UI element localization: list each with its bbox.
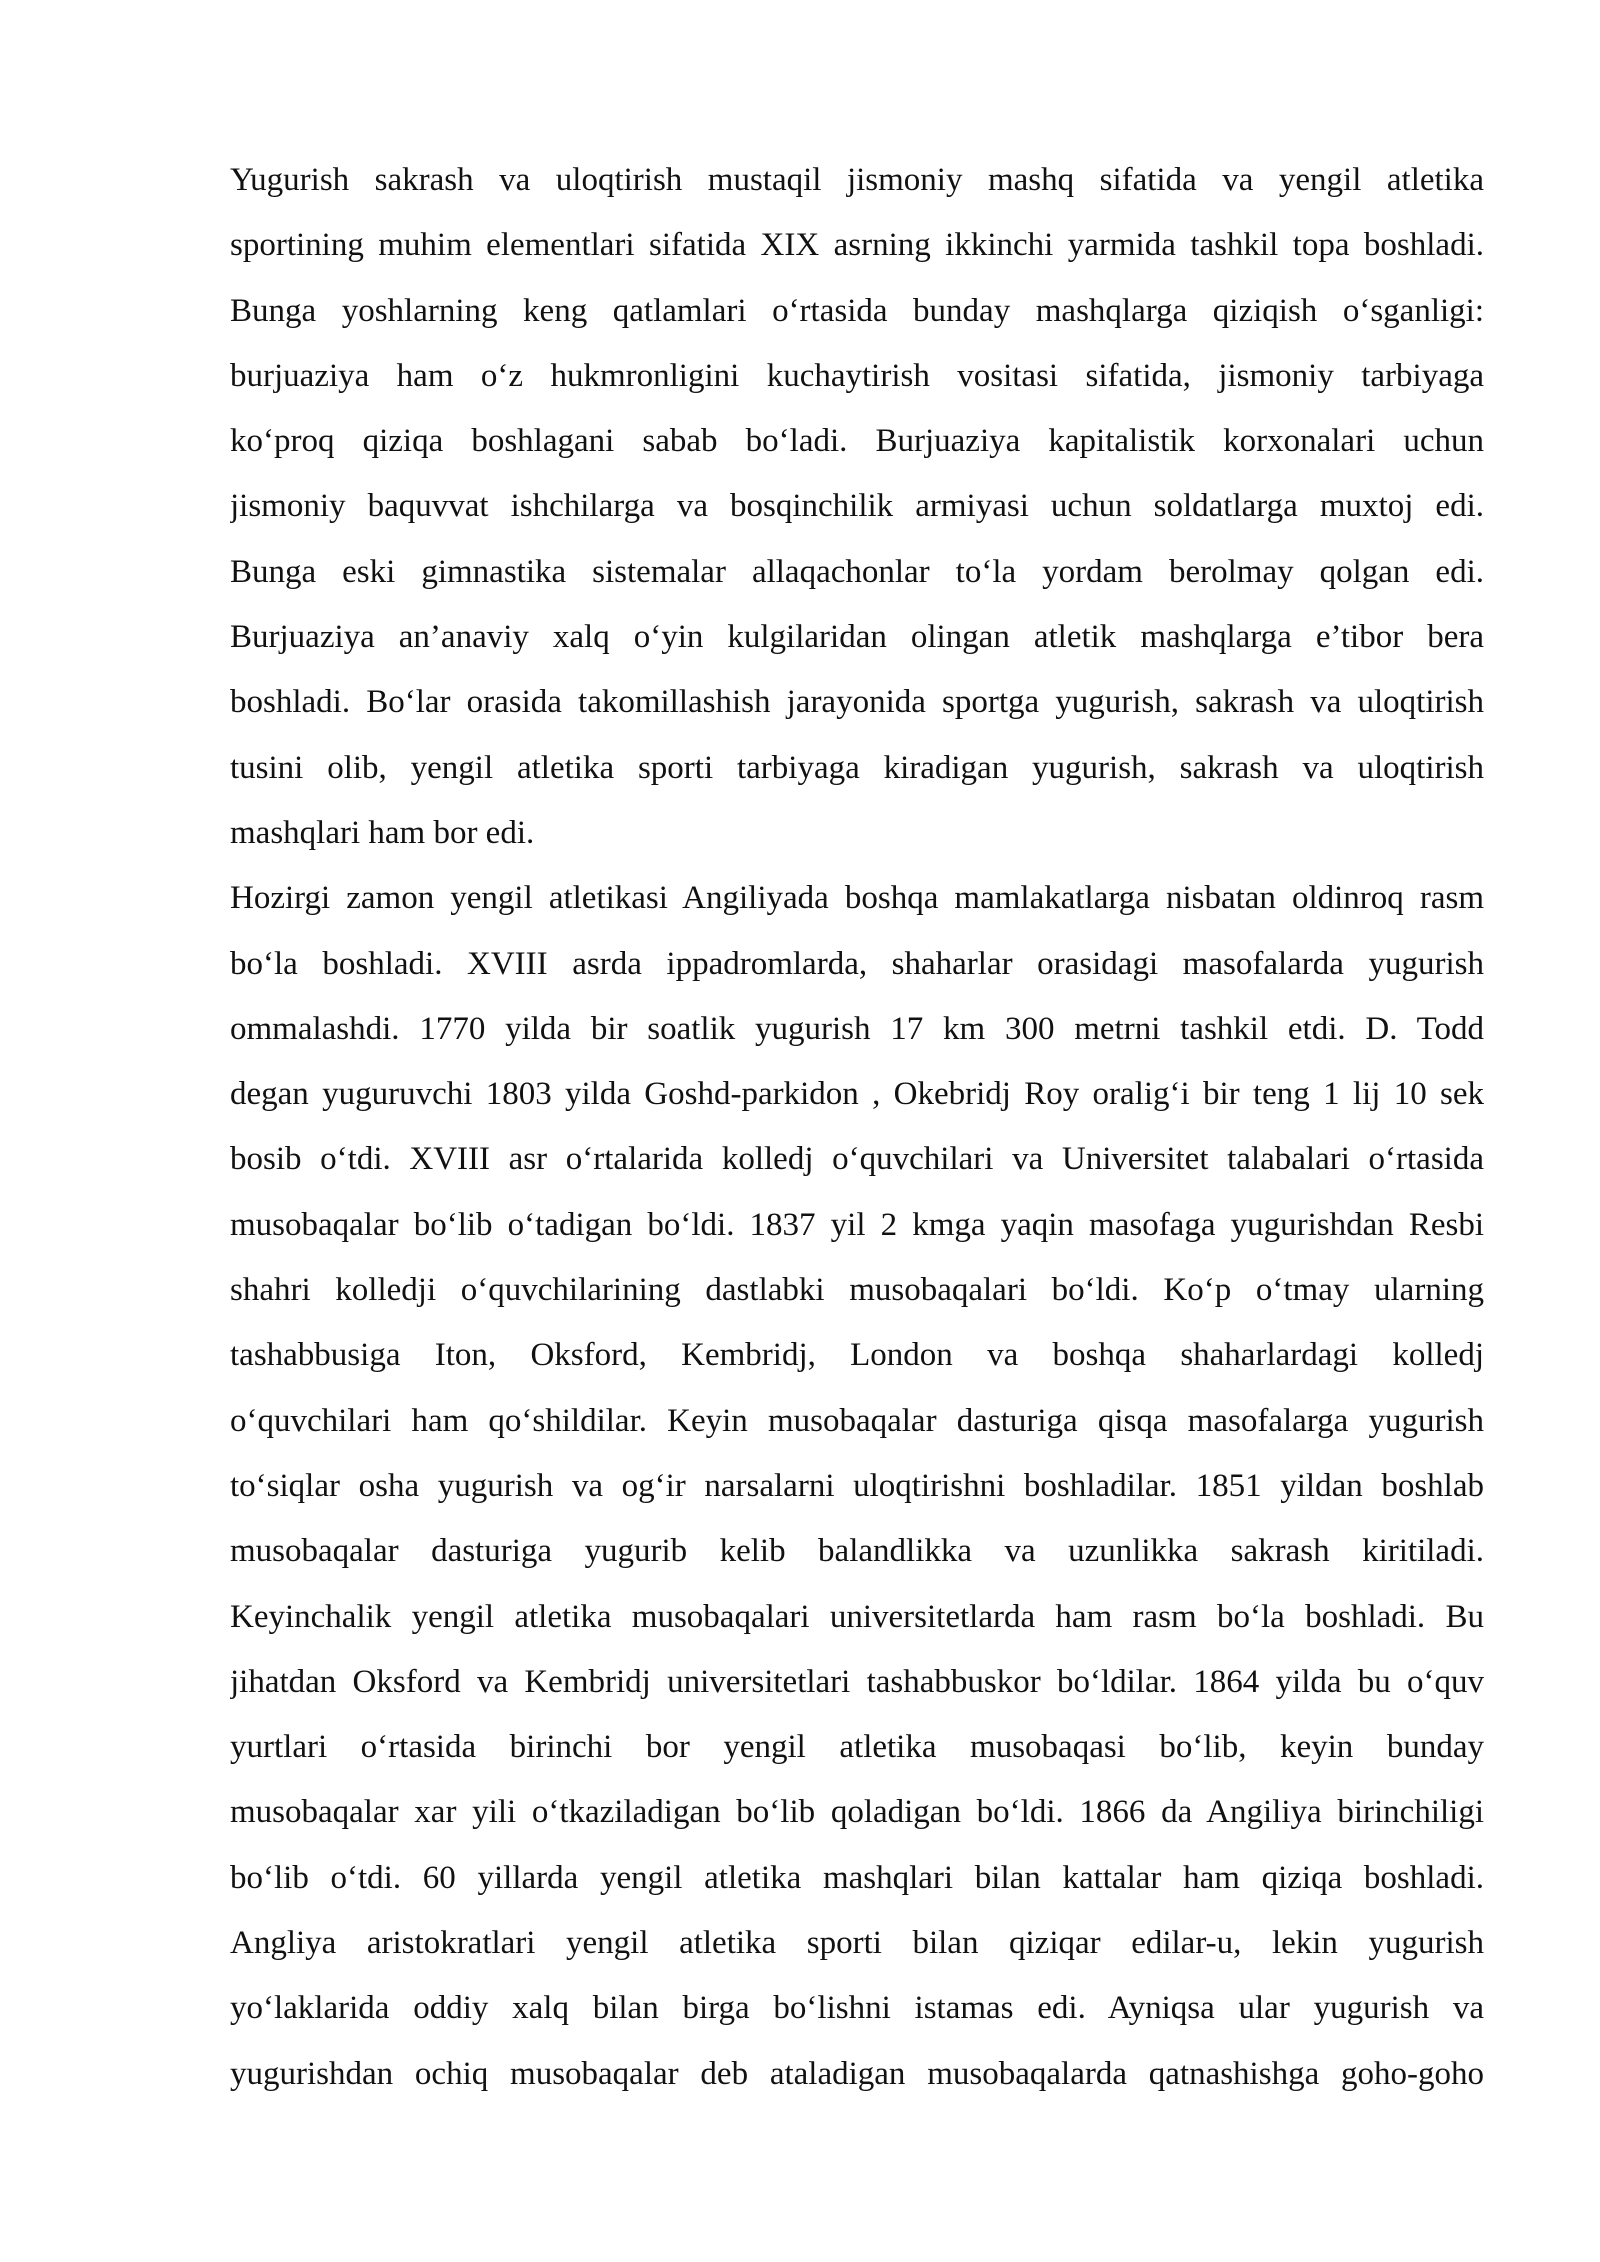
text-line: musobaqalar xar yili o‘tkaziladigan bo‘lib qoladigan bo‘ldi. 1866 da Angiliya birinchiligi (230, 1794, 1484, 1831)
text-line: Keyinchalik yengil atletika musobaqalari universitetlarda ham rasm bo‘la boshladi. Bu (230, 1598, 1484, 1635)
text-line: to‘siqlar osha yugurish va og‘ir narsalarni uloqtirishni boshladilar. 1851 yildan boshlab (230, 1467, 1484, 1504)
text-line: burjuaziya ham o‘z hukmronligini kuchaytirish vositasi sifatida, jismoniy tarbiyaga (230, 357, 1484, 394)
text-line: shahri kolledji o‘quvchilarining dastlabki musobaqalari bo‘ldi. Ko‘p o‘tmay ularning (230, 1272, 1484, 1309)
text-line: mashqlari ham bor edi. (230, 814, 535, 851)
text-line: Yugurish sakrash va uloqtirish mustaqil jismoniy mashq sifatida va yengil atletika (230, 162, 1484, 198)
paragraph-2 (230, 866, 1484, 2107)
text-line: Hozirgi zamon yengil atletikasi Angiliyada boshqa mamlakatlarga nisbatan oldinroq rasm (230, 880, 1484, 917)
text-line: sportining muhim elementlari sifatida XIX asrning ikkinchi yarmida tashkil topa boshladi. (230, 227, 1484, 264)
text-line: ommalashdi. 1770 yilda bir soatlik yugurish 17 km 300 metrni tashkil etdi. D. Todd (230, 1010, 1484, 1047)
paragraph-1 (230, 148, 1484, 866)
text-line: Burjuaziya an’anaviy xalq o‘yin kulgilaridan olingan atletik mashqlarga e’tibor bera (230, 619, 1484, 656)
text-line: yugurishdan ochiq musobaqalar deb ataladigan musobaqalarda qatnashishga goho-goho (230, 2055, 1484, 2092)
document-body (230, 148, 1484, 2107)
text-line: ko‘proq qiziqa boshlagani sabab bo‘ladi. Burjuaziya kapitalistik korxonalari uchun (230, 423, 1484, 460)
text-line: Bunga eski gimnastika sistemalar allaqachonlar to‘la yordam berolmay qolgan edi. (230, 553, 1484, 590)
text-line: o‘quvchilari ham qo‘shildilar. Keyin musobaqalar dasturiga qisqa masofalarga yugurish (230, 1402, 1484, 1439)
text-line: jismoniy baquvvat ishchilarga va bosqinchilik armiyasi uchun soldatlarga muxtoj edi. (230, 488, 1484, 525)
text-line: yurtlari o‘rtasida birinchi bor yengil atletika musobaqasi bo‘lib, keyin bunday (230, 1729, 1484, 1766)
text-line: tashabbusiga Iton, Oksford, Kembridj, London va boshqa shaharlardagi kolledj (230, 1337, 1484, 1374)
text-line: musobaqalar bo‘lib o‘tadigan bo‘ldi. 1837 yil 2 kmga yaqin masofaga yugurishdan Resbi (230, 1206, 1484, 1243)
text-line: yo‘laklarida oddiy xalq bilan birga bo‘lishni istamas edi. Ayniqsa ular yugurish va (230, 1990, 1484, 2027)
text-line: tusini olib, yengil atletika sporti tarbiyaga kiradigan yugurish, sakrash va uloqtirish (230, 749, 1484, 786)
text-line: musobaqalar dasturiga yugurib kelib balandlikka va uzunlikka sakrash kiritiladi. (230, 1533, 1484, 1570)
text-line: bosib o‘tdi. XVIII asr o‘rtalarida kolledj o‘quvchilari va Universitet talabalari o‘rtasida (230, 1141, 1484, 1178)
text-line: Angliya aristokratlari yengil atletika sporti bilan qiziqar edilar-u, lekin yugurish (230, 1925, 1484, 1962)
text-line: degan yuguruvchi 1803 yilda Goshd-parkidon , Okebridj Roy oralig‘i bir teng 1 lij 10 sek (230, 1076, 1484, 1113)
text-line: bo‘lib o‘tdi. 60 yillarda yengil atletika mashqlari bilan kattalar ham qiziqa boshladi. (230, 1859, 1484, 1896)
text-line: boshladi. Bo‘lar orasida takomillashish jarayonida sportga yugurish, sakrash va uloqtirish (230, 684, 1484, 721)
text-line: Bunga yoshlarning keng qatlamlari o‘rtasida bunday mashqlarga qiziqish o‘sganligi: (230, 292, 1484, 329)
text-line: jihatdan Oksford va Kembridj universitetlari tashabbuskor bo‘ldilar. 1864 yilda bu o‘quv (230, 1663, 1484, 1700)
text-line: bo‘la boshladi. XVIII asrda ippadromlarda, shaharlar orasidagi masofalarda yugurish (230, 945, 1484, 982)
